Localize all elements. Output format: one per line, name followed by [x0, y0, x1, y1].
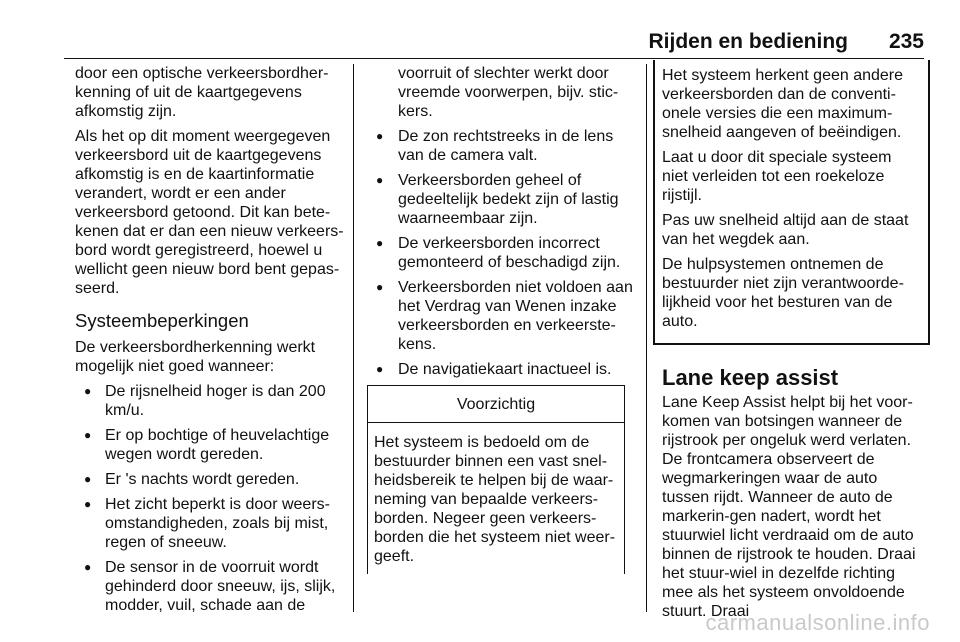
list-item: ● De zon rechtstreeks in de lens van de camera valt. — [373, 127, 635, 165]
paragraph: Het systeem herkent geen andere verkeersborden dan de conventi-onele versies die een maximum-snelheid aangeven of beëindigen. — [662, 67, 904, 141]
column-3 — [662, 64, 927, 627]
list-item: ● Er 's nachts wordt gereden. — [75, 470, 347, 489]
paragraph: Laat u door dit speciale systeem niet verleiden tot een roekeloze rijstijl. — [662, 149, 892, 204]
column-divider-1 — [353, 64, 354, 612]
subheading-system-limits: Systeembeperkingen — [75, 310, 249, 331]
page-header — [0, 30, 960, 56]
list-item: voorruit of slechter werkt door vreemde voorwerpen, bijv. stic-kers. — [398, 65, 619, 120]
list-item: ● Het zicht beperkt is door weers-omstandigheden, zoals bij mist, regen of sneeuw. — [75, 495, 347, 552]
list-item: ● Verkeersborden geheel of gedeeltelijk bedekt zijn of lastig waarneembaar zijn. — [373, 171, 635, 228]
header-rule — [64, 58, 924, 59]
page-number: 235 — [888, 30, 924, 53]
list-item: ● De rijsnelheid hoger is dan 200 km/u. — [75, 382, 347, 420]
paragraph: Pas uw snelheid altijd aan de staat van het wegdek aan. — [662, 212, 909, 248]
column-2 — [373, 64, 635, 574]
column-divider-2 — [646, 64, 647, 612]
column-1 — [75, 64, 347, 621]
caution-text: Het systeem is bedoeld om de bestuurder binnen een vast snel-heidsbereik te helpen bij de waar-neming van bepaalde verkeers-borden. Negeer geen verkeers-borden die het systeem niet weer-geeft. — [374, 434, 616, 565]
paragraph: Lane Keep Assist helpt bij het voor-komen van botsingen wanneer de rijstrook per ongeluk werd verlaten. De frontcamera observeert de wegmarkeringen waar de auto tussen rijdt. Wanneer de auto de markerin-gen nadert, wordt het stuurwiel licht verdraaid om de auto binnen de rijstrook te houden. Draai het stuur-wiel in dezelfde richting mee als het systeem onvoldoende stuurt. Draai — [662, 394, 916, 620]
caution-body — [367, 422, 625, 574]
list-item: ● Er op bochtige of heuvelachtige wegen wordt gereden. — [75, 426, 347, 464]
paragraph: Als het op dit moment weergegeven verkeersbord uit de kaartgegevens afkomstig is en de kaartinformatie verandert, wordt er een ander verkeersbord getoond. Dit kan bete-kenen dat er dan een nieuw verkeers-bord wordt geregistreerd, hoewel u wellicht geen nieuw bord bent gepas-seerd. — [75, 128, 344, 297]
paragraph: De verkeersbordherkenning werkt mogelijk niet goed wanneer: — [75, 339, 316, 375]
caution-box — [367, 385, 625, 574]
paragraph: door een optische verkeersbordher-kenning of uit de kaartgegevens afkomstig zijn. — [75, 65, 329, 120]
list-item: ● De sensor in de voorruit wordt gehinderd door sneeuw, ijs, slijk, modder, vuil, schade aan de — [75, 558, 347, 615]
header-title: Rijden en bediening — [648, 30, 848, 53]
list-item: ● De navigatiekaart inactueel is. — [373, 360, 635, 379]
list-item: ● Verkeersborden niet voldoen aan het Verdrag van Wenen inzake verkeersborden en verkeerste-kens. — [373, 278, 635, 354]
limitation-list-continued — [373, 64, 635, 379]
caution-box-continued — [653, 60, 930, 345]
limitation-list — [75, 382, 347, 615]
caution-title: Voorzichtig — [367, 385, 625, 422]
section-title-lane-keep-assist: Lane keep assist — [662, 365, 839, 390]
paragraph: De hulpsystemen ontnemen de bestuurder niet zijn verantwoorde-lijkheid voor het besturen van de auto. — [662, 256, 904, 330]
list-item: ● De verkeersborden incorrect gemonteerd of beschadigd zijn. — [373, 234, 635, 272]
watermark: carmanualsonline.info — [705, 610, 930, 635]
